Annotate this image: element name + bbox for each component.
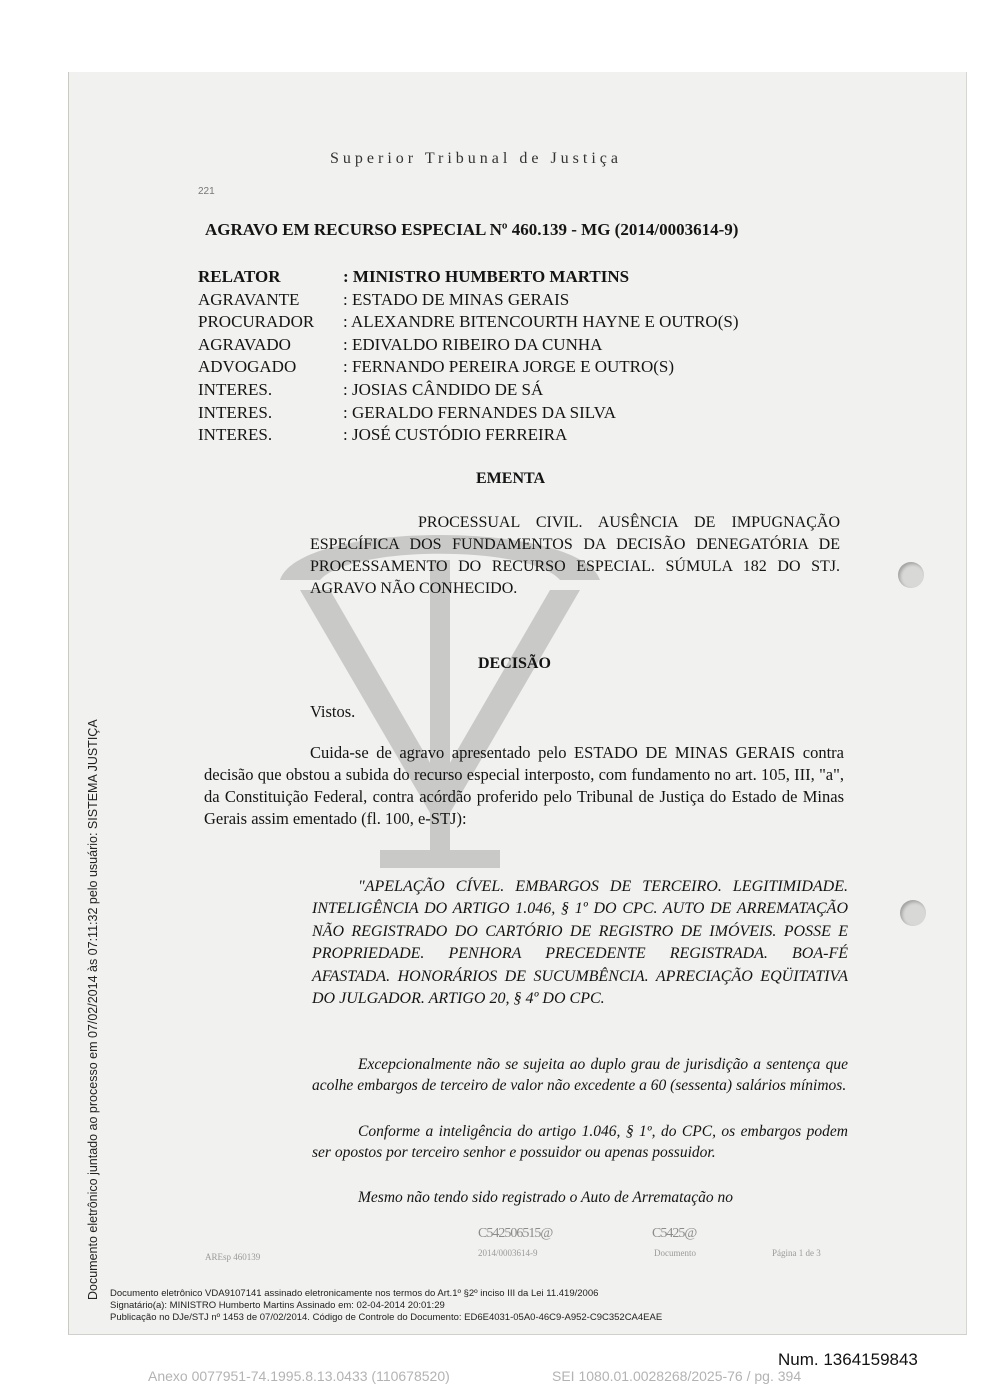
- party-row: [198, 424, 738, 447]
- quote-ementa: "APELAÇÃO CÍVEL. EMBARGOS DE TERCEIRO. LEGITIMIDADE. INTELIGÊNCIA DO ARTIGO 1.046, § 1º DO CPC. AUTO DE ARREMATAÇÃO NÃO REGISTRADO DO CARTÓRIO DE REGISTRO DE IMÓVEIS. POSSE E PROPRIEDADE. PENHORA PRECEDENTE REGISTRADA. BOA-FÉ AFASTADA. HONORÁRIOS DE SUCUMBÊNCIA. APRECIAÇÃO EQÜITATIVA DO JULGADOR. ARTIGO 20, § 4º DO CPC.: [312, 878, 848, 1008]
- ementa-text: PROCESSUAL CIVIL. AUSÊNCIA DE IMPUGNAÇÃO ESPECÍFICA DOS FUNDAMENTOS DA DECISÃO DENEGATÓRIA DE PROCESSAMENTO DO RECURSO ESPECIAL. SÚMULA 182 DO STJ. AGRAVO NÃO CONHECIDO.: [310, 514, 840, 597]
- decision-paragraph: [204, 742, 844, 830]
- footer-documento: Documento: [654, 1248, 696, 1258]
- party-row: [198, 334, 738, 357]
- party-row: [198, 379, 738, 402]
- court-brand: [330, 150, 622, 168]
- signature-line-3: Publicação no DJe/STJ nº 1453 de 07/02/2014. Código de Controle do Documento: ED6E4031-05A0-46C9-A952-C9C352CA4EAE: [110, 1312, 663, 1322]
- decisao-heading: DECISÃO: [478, 655, 551, 672]
- party-value: : GERALDO FERNANDES DA SILVA: [343, 402, 616, 422]
- sei-reference: SEI 1080.01.0028268/2025-76 / pg. 394: [552, 1368, 802, 1384]
- ementa-heading: EMENTA: [476, 470, 546, 487]
- party-label: INTERES.: [198, 379, 273, 399]
- party-row: [198, 289, 738, 312]
- party-label: PROCURADOR: [198, 312, 315, 332]
- party-label: INTERES.: [198, 402, 273, 422]
- footer-process-number: 2014/0003614-9: [478, 1248, 538, 1258]
- signature-line-1: Documento eletrônico VDA9107141 assinado eletronicamente nos termos do Art.1º §2º inciso III da Lei 11.419/2006: [110, 1288, 599, 1299]
- party-label: AGRAVANTE: [198, 289, 300, 309]
- party-label: AGRAVADO: [198, 334, 291, 354]
- party-row: [198, 402, 738, 425]
- party-value: : EDIVALDO RIBEIRO DA CUNHA: [343, 334, 603, 354]
- footer-page-count: Página 1 de 3: [772, 1248, 821, 1258]
- document-number: Num. 1364159843: [778, 1350, 918, 1369]
- party-label: ADVOGADO: [198, 357, 297, 377]
- party-value: : MINISTRO HUMBERTO MARTINS: [343, 267, 630, 286]
- footer-barcode-2: C5425@: [652, 1226, 697, 1241]
- binder-hole-top: [898, 562, 924, 588]
- footer-aresp: AREsp 460139: [205, 1252, 261, 1262]
- party-label: RELATOR: [198, 267, 281, 286]
- quote-paragraph-2: Excepcionalmente não se sujeita ao duplo grau de jurisdição a sentença que acolhe embargos de terceiro de valor não excedente a 60 (sessenta) salários mínimos.: [312, 1056, 848, 1095]
- party-row: [198, 311, 738, 334]
- signature-line-2: Signatário(a): MINISTRO Humberto Martins Assinado em: 02-04-2014 20:01:29: [110, 1300, 445, 1311]
- binder-hole-bottom: [900, 900, 926, 926]
- decision-paragraph-text: Cuida-se de agravo apresentado pelo ESTADO DE MINAS GERAIS contra decisão que obstou a subida do recurso especial interposto, com fundamento no art. 105, III, "a", da Constituição Federal, contra acórdão proferido pelo Tribunal de Justiça do Estado de Minas Gerais assim ementado (fl. 100, e-STJ):: [204, 743, 844, 828]
- document-title: AGRAVO EM RECURSO ESPECIAL Nº 460.139 - MG (2014/0003614-9): [205, 220, 739, 239]
- vistos-text: Vistos.: [310, 702, 356, 721]
- parties-block: [198, 266, 738, 447]
- annex-reference: Anexo 0077951-74.1995.8.13.0433 (110678520): [148, 1368, 450, 1384]
- party-value: : ALEXANDRE BITENCOURTH HAYNE E OUTRO(S): [343, 312, 739, 332]
- court-name: Superior Tribunal de Justiça: [330, 150, 622, 167]
- party-value: : JOSIAS CÂNDIDO DE SÁ: [343, 379, 544, 399]
- party-value: : FERNANDO PEREIRA JORGE E OUTRO(S): [343, 357, 675, 377]
- party-label: INTERES.: [198, 425, 273, 445]
- party-row: [198, 266, 738, 289]
- footer-barcode-1: C542506515@: [478, 1226, 553, 1241]
- side-stamp: Documento eletrônico juntado ao processo em 07/02/2014 às 07:11:32 pelo usuário: SISTEMA JUSTIÇA: [86, 719, 100, 1300]
- page-marker: 221: [198, 186, 215, 197]
- party-value: : JOSÉ CUSTÓDIO FERREIRA: [343, 425, 568, 445]
- party-value: : ESTADO DE MINAS GERAIS: [343, 289, 570, 309]
- quote-paragraph-4: Mesmo não tendo sido registrado o Auto de Arrematação no: [358, 1189, 733, 1206]
- quote-paragraph-3: Conforme a inteligência do artigo 1.046, § 1º, do CPC, os embargos podem ser opostos por terceiro senhor e possuidor ou apenas possuidor.: [312, 1123, 848, 1162]
- party-row: [198, 356, 738, 379]
